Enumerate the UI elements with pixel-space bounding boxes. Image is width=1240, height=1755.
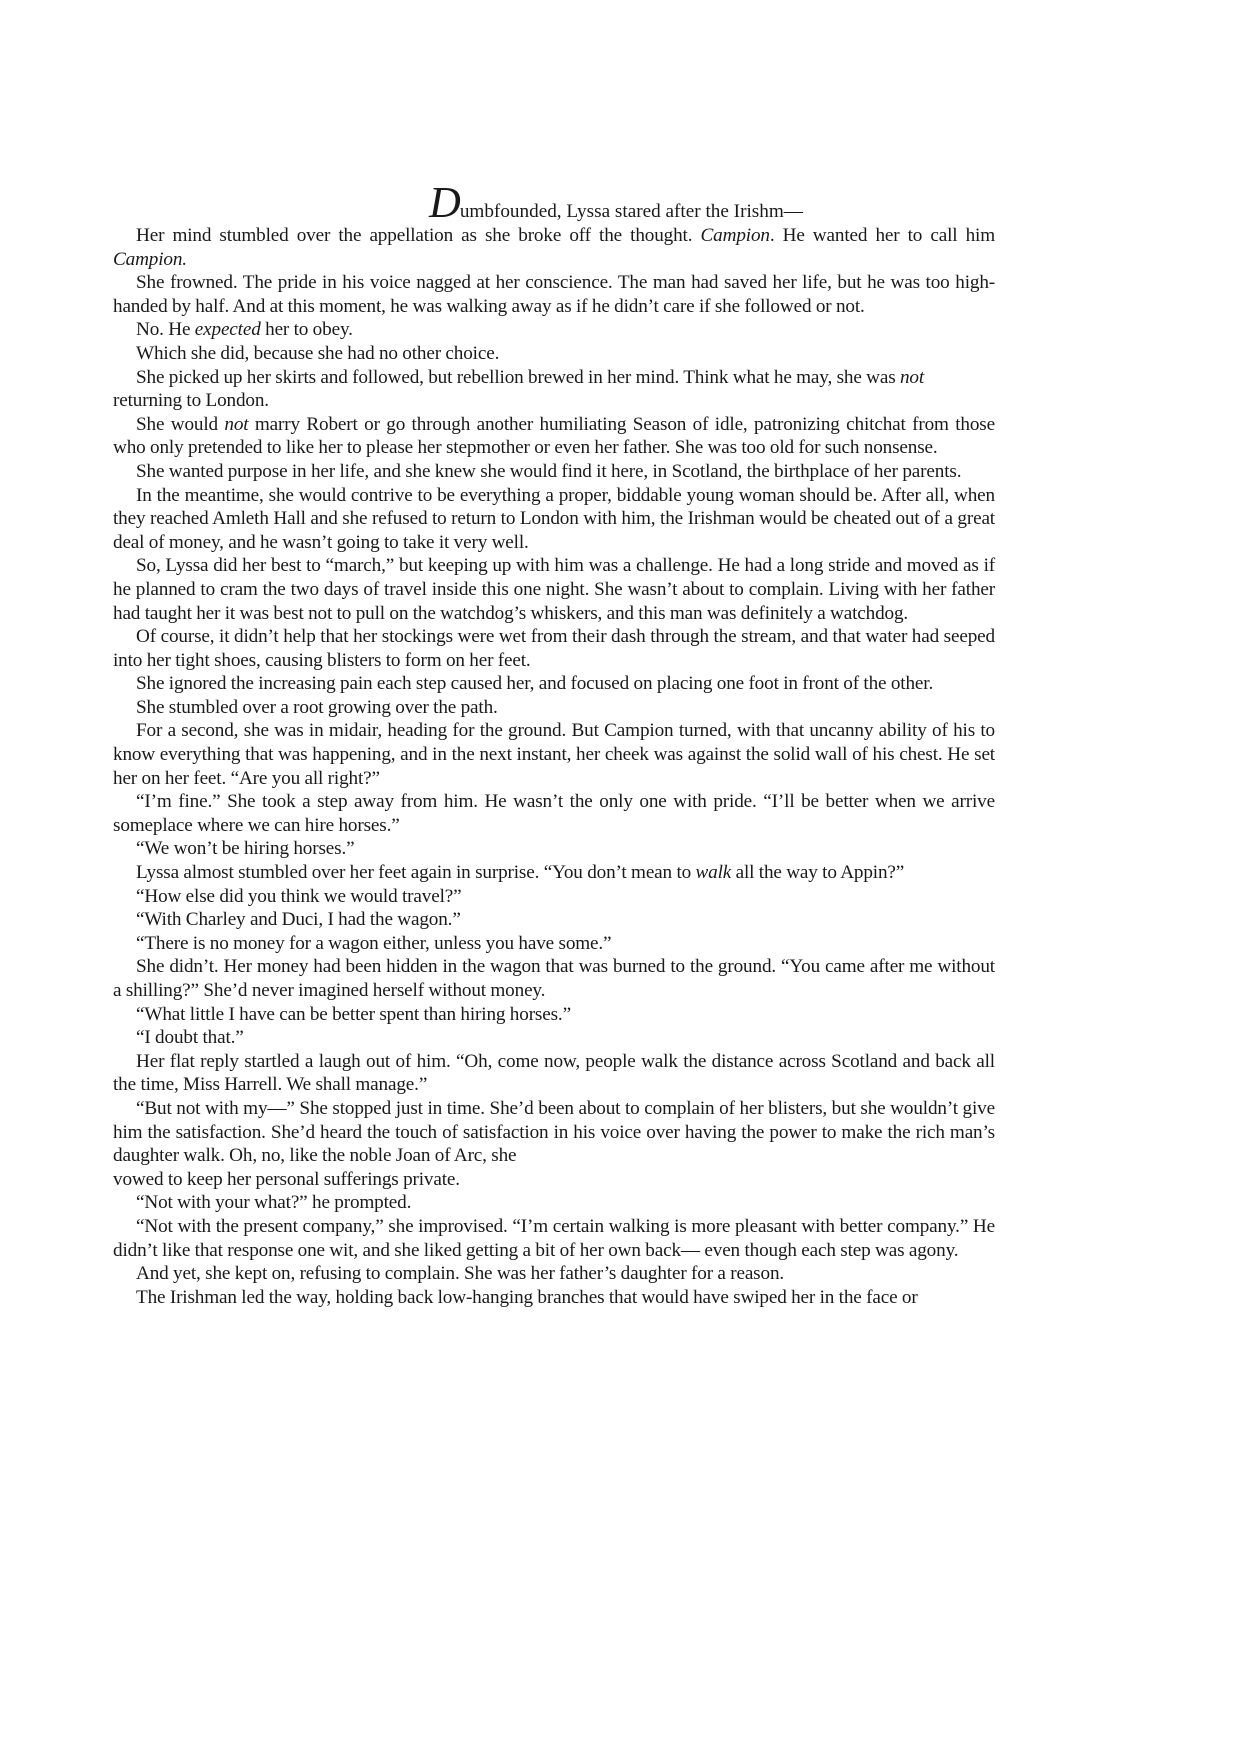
text-run: Her flat reply startled a laugh out of him. “Oh, come now, people walk the distance across Scotland and back all the time, Miss Harrell. We shall manage.” xyxy=(113,1050,995,1096)
paragraph xyxy=(113,318,995,342)
italic-text: Campion. xyxy=(113,248,187,270)
text-run: returning to London. xyxy=(113,390,269,412)
text-run: Which she did, because she had no other choice. xyxy=(136,342,500,364)
paragraph xyxy=(113,932,995,956)
text-run: She didn’t. Her money had been hidden in the wagon that was burned to the ground. “You came after me without a shilling?” She’d never imagined herself without money. xyxy=(113,956,995,1001)
text-run: “Not with the present company,” she improvised. “I’m certain walking is more pleasant with better company.” He didn’t like that response one wit, and she liked getting a bit of her own back— even though each step was agony. xyxy=(113,1215,995,1261)
paragraph xyxy=(113,672,995,696)
paragraph xyxy=(113,554,995,625)
paragraph xyxy=(113,1003,995,1027)
italic-text: expected xyxy=(194,319,261,341)
text-run: Of course, it didn’t help that her stockings were wet from their dash through the stream, and that water had seeped into her tight shoes, causing blisters to form on her feet. xyxy=(113,626,995,671)
paragraph xyxy=(113,1097,995,1191)
paragraph xyxy=(113,342,995,366)
text-run: “What little I have can be better spent than hiring horses.” xyxy=(136,1003,571,1025)
text-run: The Irishman led the way, holding back low-hanging branches that would have swiped her in the face or xyxy=(136,1286,918,1308)
paragraph xyxy=(113,271,995,318)
paragraph xyxy=(113,1050,995,1097)
opening-text: umbfounded, Lyssa stared after the Irishm— xyxy=(459,201,803,222)
paragraph xyxy=(113,696,995,720)
paragraph xyxy=(113,1286,995,1310)
text-run: . He wanted her to call him xyxy=(769,225,996,246)
text-run: her to obey. xyxy=(260,319,353,341)
text-run: She wanted purpose in her life, and she knew she would find it here, in Scotland, the birthplace of her parents. xyxy=(136,460,962,482)
paragraph xyxy=(113,908,995,932)
text-run: “How else did you think we would travel?” xyxy=(136,885,462,907)
paragraph xyxy=(113,719,995,790)
italic-text: not xyxy=(899,366,925,388)
text-run: “There is no money for a wagon either, unless you have some.” xyxy=(136,932,612,954)
paragraph xyxy=(113,625,995,672)
paragraph xyxy=(113,413,995,460)
italic-text: not xyxy=(224,413,249,435)
text-run: Her mind stumbled over the appellation as she broke off the thought. xyxy=(136,225,701,246)
body-text xyxy=(113,224,995,1309)
text-run: For a second, she was in midair, heading for the ground. But Campion turned, with that uncanny ability of his to know everything that was happening, and in the next instant, her cheek was against the solid wall of his chest. He set her on her feet. “Are you all right?” xyxy=(113,720,995,789)
paragraph xyxy=(113,366,995,413)
text-run: She frowned. The pride in his voice nagged at her conscience. The man had saved her life, but he was too high-handed by half. And at this moment, he was walking away as if he didn’t care if she followed or not. xyxy=(113,272,995,317)
text-run: “I doubt that.” xyxy=(136,1027,244,1049)
text-run: No. He xyxy=(136,319,195,341)
paragraph xyxy=(113,885,995,909)
paragraph xyxy=(113,1262,995,1286)
text-run: “Not with your what?” he prompted. xyxy=(136,1192,412,1214)
paragraph xyxy=(113,790,995,837)
paragraph xyxy=(113,224,995,271)
text-run: “With Charley and Duci, I had the wagon.” xyxy=(136,909,461,931)
paragraph xyxy=(113,1026,995,1050)
text-run: In the meantime, she would contrive to be everything a proper, biddable young woman should be. After all, when they reached Amleth Hall and she refused to return to London with him, the Irishman would be cheated out of a great deal of money, and he wasn’t going to take it very well. xyxy=(113,484,995,553)
paragraph xyxy=(113,955,995,1002)
document-page xyxy=(113,178,996,1309)
chapter-opening-line xyxy=(113,178,995,227)
paragraph xyxy=(113,484,995,555)
text-run: She would xyxy=(136,413,225,435)
text-run: marry Robert or go through another humiliating Season of idle, patronizing chitchat from those who only pretended to like her to please her stepmother or even her father. She was too old for such nonsense. xyxy=(113,413,995,459)
paragraph xyxy=(113,1215,995,1262)
text-run: “But not with my—” She stopped just in time. She’d been about to complain of her blisters, but she wouldn’t give him the satisfaction. She’d heard the touch of satisfaction in his voice over having the power to make the rich man’s daughter walk. Oh, no, like the noble Joan of Arc, she xyxy=(113,1097,995,1167)
drop-cap: D xyxy=(429,178,460,227)
text-run: Lyssa almost stumbled over her feet again in surprise. “You don’t mean to xyxy=(136,862,696,884)
text-run: And yet, she kept on, refusing to complain. She was her father’s daughter for a reason. xyxy=(136,1263,785,1285)
text-run: “We won’t be hiring horses.” xyxy=(136,838,355,860)
paragraph xyxy=(113,861,995,885)
italic-text: walk xyxy=(695,862,732,884)
text-run: So, Lyssa did her best to “march,” but keeping up with him was a challenge. He had a long stride and moved as if he planned to cram the two days of travel inside this one night. She wasn’t about to complain. Living with her father had taught her it was best not to pull on the watchdog’s whiskers, and this man was definitely a watchdog. xyxy=(113,555,995,624)
paragraph xyxy=(113,460,995,484)
text-run: She stumbled over a root growing over the path. xyxy=(136,696,498,718)
text-run: all the way to Appin?” xyxy=(731,862,905,884)
paragraph xyxy=(113,837,995,861)
text-run: She ignored the increasing pain each step caused her, and focused on placing one foot in front of the other. xyxy=(136,673,934,695)
text-run: “I’m fine.” She took a step away from him. He wasn’t the only one with pride. “I’ll be better when we arrive someplace where we can hire horses.” xyxy=(113,791,995,836)
text-run: She picked up her skirts and followed, but rebellion brewed in her mind. Think what he may, she was xyxy=(136,366,900,388)
text-run: vowed to keep her personal sufferings private. xyxy=(113,1168,460,1190)
paragraph xyxy=(113,1191,995,1215)
italic-text: Campion xyxy=(700,225,770,246)
